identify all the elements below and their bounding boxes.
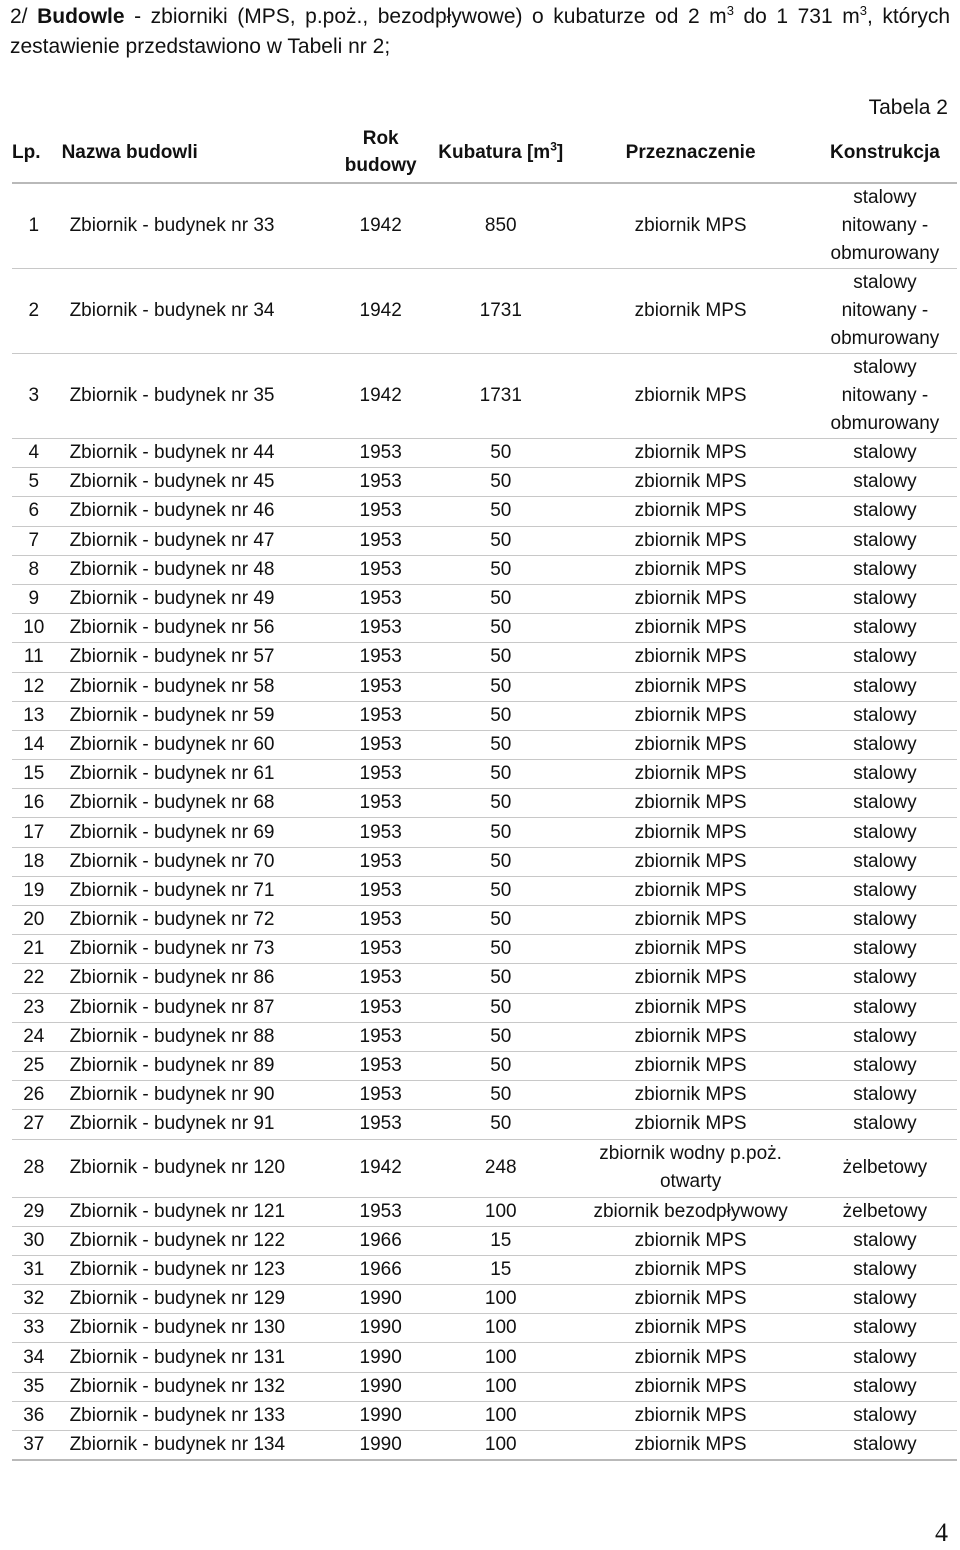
cell-construction: żelbetowy <box>813 1139 957 1197</box>
table-row <box>12 1372 957 1401</box>
cell-name: Zbiornik - budynek nr 133 <box>60 1401 329 1430</box>
cell-volume: 50 <box>433 906 568 935</box>
intro-sup-2: 3 <box>859 3 867 18</box>
cell-lp: 8 <box>12 555 60 584</box>
table-row <box>12 730 957 759</box>
cell-year: 1953 <box>328 760 433 789</box>
header-year: Rok budowy <box>328 122 433 183</box>
table-row <box>12 555 957 584</box>
cell-name: Zbiornik - budynek nr 34 <box>60 269 329 354</box>
table-row <box>12 269 957 354</box>
intro-sup-1: 3 <box>726 3 734 18</box>
cell-purpose: zbiornik MPS <box>568 993 812 1022</box>
cell-purpose: zbiornik MPS <box>568 354 812 439</box>
cell-year: 1966 <box>328 1226 433 1255</box>
cell-construction: stalowy <box>813 876 957 905</box>
cell-volume: 50 <box>433 730 568 759</box>
cell-lp: 16 <box>12 789 60 818</box>
cell-volume: 50 <box>433 526 568 555</box>
cell-name: Zbiornik - budynek nr 120 <box>60 1139 329 1197</box>
cell-construction: stalowy <box>813 701 957 730</box>
header-volume-label: Kubatura [m <box>438 141 551 163</box>
cell-construction: stalowy <box>813 672 957 701</box>
table-row <box>12 643 957 672</box>
cell-purpose: zbiornik MPS <box>568 1343 812 1372</box>
cell-name: Zbiornik - budynek nr 132 <box>60 1372 329 1401</box>
cell-lp: 12 <box>12 672 60 701</box>
cell-lp: 4 <box>12 439 60 468</box>
cell-purpose: zbiornik MPS <box>568 183 812 269</box>
cell-year: 1966 <box>328 1255 433 1284</box>
cell-construction: stalowy <box>813 935 957 964</box>
cell-construction: stalowy <box>813 1081 957 1110</box>
cell-construction: stalowy <box>813 1022 957 1051</box>
cell-name: Zbiornik - budynek nr 86 <box>60 964 329 993</box>
page-number: 4 <box>935 1518 948 1547</box>
cell-volume: 50 <box>433 935 568 964</box>
cell-construction: stalowy <box>813 1226 957 1255</box>
cell-lp: 26 <box>12 1081 60 1110</box>
cell-purpose: zbiornik MPS <box>568 760 812 789</box>
cell-lp: 34 <box>12 1343 60 1372</box>
cell-volume: 50 <box>433 1051 568 1080</box>
cell-construction: stalowy <box>813 1110 957 1139</box>
table-row <box>12 1139 957 1197</box>
cell-lp: 32 <box>12 1285 60 1314</box>
cell-lp: 1 <box>12 183 60 269</box>
cell-lp: 30 <box>12 1226 60 1255</box>
cell-construction: stalowy <box>813 1431 957 1461</box>
table-row <box>12 1431 957 1461</box>
table-row <box>12 1343 957 1372</box>
cell-year: 1953 <box>328 497 433 526</box>
cell-purpose: zbiornik MPS <box>568 1372 812 1401</box>
cell-construction: stalowy <box>813 439 957 468</box>
cell-construction: stalowy <box>813 993 957 1022</box>
cell-purpose: zbiornik MPS <box>568 876 812 905</box>
cell-year: 1953 <box>328 1051 433 1080</box>
cell-year: 1953 <box>328 701 433 730</box>
cell-purpose: zbiornik MPS <box>568 1110 812 1139</box>
cell-purpose: zbiornik MPS <box>568 1051 812 1080</box>
cell-volume: 100 <box>433 1314 568 1343</box>
table-body <box>12 183 957 1460</box>
cell-construction: stalowy <box>813 964 957 993</box>
cell-volume: 50 <box>433 1081 568 1110</box>
cell-purpose: zbiornik MPS <box>568 672 812 701</box>
cell-purpose: zbiornik MPS <box>568 789 812 818</box>
cell-lp: 15 <box>12 760 60 789</box>
cell-construction: stalowy <box>813 643 957 672</box>
cell-year: 1990 <box>328 1343 433 1372</box>
cell-year: 1953 <box>328 876 433 905</box>
cell-lp: 31 <box>12 1255 60 1284</box>
cell-year: 1990 <box>328 1372 433 1401</box>
cell-purpose: zbiornik bezodpływowy <box>568 1197 812 1226</box>
table-row <box>12 789 957 818</box>
cell-purpose: zbiornik MPS <box>568 439 812 468</box>
cell-purpose: zbiornik MPS <box>568 555 812 584</box>
cell-year: 1942 <box>328 1139 433 1197</box>
cell-name: Zbiornik - budynek nr 44 <box>60 439 329 468</box>
cell-lp: 24 <box>12 1022 60 1051</box>
cell-year: 1953 <box>328 1081 433 1110</box>
cell-year: 1953 <box>328 935 433 964</box>
cell-year: 1953 <box>328 818 433 847</box>
cell-construction: stalowy nitowany - obmurowany <box>813 183 957 269</box>
cell-purpose: zbiornik MPS <box>568 906 812 935</box>
tanks-table <box>12 122 957 1461</box>
cell-construction: stalowy <box>813 1285 957 1314</box>
cell-construction: stalowy <box>813 1051 957 1080</box>
cell-construction: stalowy nitowany - obmurowany <box>813 269 957 354</box>
cell-year: 1953 <box>328 789 433 818</box>
cell-construction: stalowy <box>813 1255 957 1284</box>
cell-volume: 50 <box>433 760 568 789</box>
intro-text-3: , których zestawienie przedstawiono w Tabeli nr 2; <box>10 5 951 58</box>
cell-volume: 50 <box>433 497 568 526</box>
cell-volume: 100 <box>433 1401 568 1430</box>
cell-lp: 2 <box>12 269 60 354</box>
cell-construction: stalowy <box>813 555 957 584</box>
cell-volume: 50 <box>433 672 568 701</box>
cell-volume: 15 <box>433 1226 568 1255</box>
table-row <box>12 1051 957 1080</box>
cell-year: 1953 <box>328 1110 433 1139</box>
cell-lp: 28 <box>12 1139 60 1197</box>
cell-year: 1990 <box>328 1314 433 1343</box>
cell-name: Zbiornik - budynek nr 73 <box>60 935 329 964</box>
table-row <box>12 1197 957 1226</box>
cell-name: Zbiornik - budynek nr 69 <box>60 818 329 847</box>
cell-volume: 50 <box>433 1022 568 1051</box>
table-row <box>12 964 957 993</box>
cell-year: 1953 <box>328 1022 433 1051</box>
table-caption: Tabela 2 <box>868 96 948 119</box>
table-header-row <box>12 122 957 183</box>
cell-lp: 3 <box>12 354 60 439</box>
cell-purpose: zbiornik MPS <box>568 701 812 730</box>
header-name: Nazwa budowli <box>60 122 329 183</box>
cell-volume: 15 <box>433 1255 568 1284</box>
cell-lp: 23 <box>12 993 60 1022</box>
table-row <box>12 993 957 1022</box>
cell-name: Zbiornik - budynek nr 123 <box>60 1255 329 1284</box>
cell-name: Zbiornik - budynek nr 131 <box>60 1343 329 1372</box>
cell-volume: 50 <box>433 584 568 613</box>
table-row <box>12 354 957 439</box>
cell-volume: 50 <box>433 964 568 993</box>
cell-construction: stalowy <box>813 468 957 497</box>
cell-lp: 19 <box>12 876 60 905</box>
table-row <box>12 1285 957 1314</box>
intro-paragraph <box>10 2 950 62</box>
cell-name: Zbiornik - budynek nr 60 <box>60 730 329 759</box>
cell-construction: żelbetowy <box>813 1197 957 1226</box>
intro-prefix: 2/ <box>10 5 28 28</box>
cell-name: Zbiornik - budynek nr 35 <box>60 354 329 439</box>
cell-volume: 100 <box>433 1343 568 1372</box>
header-lp: Lp. <box>12 122 60 183</box>
cell-volume: 100 <box>433 1285 568 1314</box>
cell-year: 1942 <box>328 183 433 269</box>
cell-lp: 18 <box>12 847 60 876</box>
cell-purpose: zbiornik MPS <box>568 1226 812 1255</box>
table-row <box>12 935 957 964</box>
cell-purpose: zbiornik MPS <box>568 847 812 876</box>
cell-volume: 50 <box>433 1110 568 1139</box>
cell-volume: 1731 <box>433 269 568 354</box>
cell-year: 1990 <box>328 1431 433 1461</box>
cell-lp: 33 <box>12 1314 60 1343</box>
cell-construction: stalowy <box>813 730 957 759</box>
cell-purpose: zbiornik MPS <box>568 269 812 354</box>
cell-lp: 10 <box>12 614 60 643</box>
cell-construction: stalowy <box>813 1314 957 1343</box>
cell-purpose: zbiornik MPS <box>568 1314 812 1343</box>
cell-construction: stalowy <box>813 1401 957 1430</box>
cell-lp: 9 <box>12 584 60 613</box>
cell-volume: 50 <box>433 818 568 847</box>
table-row <box>12 1110 957 1139</box>
cell-purpose: zbiornik MPS <box>568 730 812 759</box>
cell-name: Zbiornik - budynek nr 33 <box>60 183 329 269</box>
cell-construction: stalowy <box>813 526 957 555</box>
cell-volume: 100 <box>433 1431 568 1461</box>
table-row <box>12 1314 957 1343</box>
cell-volume: 50 <box>433 614 568 643</box>
intro-text-2: do 1 731 m <box>733 5 860 28</box>
cell-year: 1953 <box>328 993 433 1022</box>
cell-name: Zbiornik - budynek nr 72 <box>60 906 329 935</box>
cell-year: 1953 <box>328 526 433 555</box>
cell-lp: 7 <box>12 526 60 555</box>
table-row <box>12 906 957 935</box>
cell-volume: 50 <box>433 555 568 584</box>
header-volume-sup: 3 <box>550 139 557 154</box>
intro-text-1: - zbiorniki (MPS, p.poż., bezodpływowe) o kubaturze od 2 m <box>134 5 727 28</box>
cell-volume: 248 <box>433 1139 568 1197</box>
cell-purpose: zbiornik MPS <box>568 964 812 993</box>
cell-name: Zbiornik - budynek nr 61 <box>60 760 329 789</box>
cell-name: Zbiornik - budynek nr 56 <box>60 614 329 643</box>
cell-construction: stalowy <box>813 1372 957 1401</box>
cell-name: Zbiornik - budynek nr 68 <box>60 789 329 818</box>
cell-construction: stalowy <box>813 789 957 818</box>
cell-year: 1942 <box>328 354 433 439</box>
cell-name: Zbiornik - budynek nr 45 <box>60 468 329 497</box>
cell-purpose: zbiornik MPS <box>568 643 812 672</box>
cell-volume: 50 <box>433 847 568 876</box>
cell-year: 1953 <box>328 643 433 672</box>
table-row <box>12 468 957 497</box>
header-volume <box>433 122 568 183</box>
cell-purpose: zbiornik MPS <box>568 935 812 964</box>
cell-construction: stalowy <box>813 906 957 935</box>
cell-name: Zbiornik - budynek nr 89 <box>60 1051 329 1080</box>
cell-volume: 100 <box>433 1197 568 1226</box>
cell-purpose: zbiornik MPS <box>568 468 812 497</box>
cell-year: 1953 <box>328 584 433 613</box>
table-row <box>12 183 957 269</box>
cell-year: 1953 <box>328 906 433 935</box>
cell-lp: 17 <box>12 818 60 847</box>
cell-name: Zbiornik - budynek nr 91 <box>60 1110 329 1139</box>
cell-year: 1953 <box>328 614 433 643</box>
cell-construction: stalowy <box>813 614 957 643</box>
cell-name: Zbiornik - budynek nr 49 <box>60 584 329 613</box>
cell-lp: 21 <box>12 935 60 964</box>
cell-volume: 1731 <box>433 354 568 439</box>
cell-name: Zbiornik - budynek nr 70 <box>60 847 329 876</box>
table-row <box>12 701 957 730</box>
cell-volume: 50 <box>433 439 568 468</box>
table-row <box>12 818 957 847</box>
cell-name: Zbiornik - budynek nr 57 <box>60 643 329 672</box>
cell-year: 1953 <box>328 672 433 701</box>
cell-name: Zbiornik - budynek nr 130 <box>60 1314 329 1343</box>
table-row <box>12 847 957 876</box>
table-row <box>12 1255 957 1284</box>
cell-lp: 29 <box>12 1197 60 1226</box>
table-row <box>12 1401 957 1430</box>
cell-construction: stalowy <box>813 847 957 876</box>
cell-name: Zbiornik - budynek nr 134 <box>60 1431 329 1461</box>
cell-name: Zbiornik - budynek nr 71 <box>60 876 329 905</box>
header-volume-end: ] <box>556 141 564 163</box>
cell-purpose: zbiornik MPS <box>568 818 812 847</box>
cell-purpose: zbiornik MPS <box>568 1255 812 1284</box>
cell-lp: 6 <box>12 497 60 526</box>
cell-volume: 50 <box>433 876 568 905</box>
cell-lp: 36 <box>12 1401 60 1430</box>
cell-name: Zbiornik - budynek nr 46 <box>60 497 329 526</box>
table-row <box>12 497 957 526</box>
cell-lp: 35 <box>12 1372 60 1401</box>
cell-volume: 50 <box>433 789 568 818</box>
table-row <box>12 1081 957 1110</box>
table-row <box>12 672 957 701</box>
cell-construction: stalowy <box>813 818 957 847</box>
cell-year: 1942 <box>328 269 433 354</box>
cell-lp: 13 <box>12 701 60 730</box>
cell-purpose: zbiornik MPS <box>568 526 812 555</box>
cell-name: Zbiornik - budynek nr 129 <box>60 1285 329 1314</box>
cell-name: Zbiornik - budynek nr 122 <box>60 1226 329 1255</box>
cell-year: 1953 <box>328 468 433 497</box>
cell-volume: 50 <box>433 993 568 1022</box>
header-purpose: Przeznaczenie <box>568 122 812 183</box>
cell-purpose: zbiornik MPS <box>568 584 812 613</box>
cell-construction: stalowy nitowany - obmurowany <box>813 354 957 439</box>
cell-year: 1990 <box>328 1401 433 1430</box>
cell-purpose: zbiornik MPS <box>568 497 812 526</box>
cell-lp: 20 <box>12 906 60 935</box>
cell-name: Zbiornik - budynek nr 90 <box>60 1081 329 1110</box>
table-row <box>12 614 957 643</box>
cell-year: 1953 <box>328 964 433 993</box>
cell-name: Zbiornik - budynek nr 48 <box>60 555 329 584</box>
table-row <box>12 1022 957 1051</box>
cell-name: Zbiornik - budynek nr 88 <box>60 1022 329 1051</box>
cell-year: 1953 <box>328 555 433 584</box>
cell-year: 1990 <box>328 1285 433 1314</box>
cell-year: 1953 <box>328 439 433 468</box>
cell-construction: stalowy <box>813 497 957 526</box>
cell-lp: 5 <box>12 468 60 497</box>
cell-lp: 25 <box>12 1051 60 1080</box>
table-row <box>12 876 957 905</box>
cell-name: Zbiornik - budynek nr 58 <box>60 672 329 701</box>
cell-name: Zbiornik - budynek nr 59 <box>60 701 329 730</box>
header-construction: Konstrukcja <box>813 122 957 183</box>
cell-volume: 50 <box>433 643 568 672</box>
cell-year: 1953 <box>328 730 433 759</box>
cell-purpose: zbiornik MPS <box>568 614 812 643</box>
cell-volume: 50 <box>433 701 568 730</box>
table-row <box>12 526 957 555</box>
cell-construction: stalowy <box>813 584 957 613</box>
cell-year: 1953 <box>328 1197 433 1226</box>
table-row <box>12 1226 957 1255</box>
cell-lp: 22 <box>12 964 60 993</box>
cell-purpose: zbiornik MPS <box>568 1285 812 1314</box>
cell-purpose: zbiornik MPS <box>568 1401 812 1430</box>
cell-construction: stalowy <box>813 1343 957 1372</box>
cell-lp: 27 <box>12 1110 60 1139</box>
cell-name: Zbiornik - budynek nr 121 <box>60 1197 329 1226</box>
table-row <box>12 584 957 613</box>
cell-purpose: zbiornik MPS <box>568 1022 812 1051</box>
cell-lp: 14 <box>12 730 60 759</box>
cell-lp: 37 <box>12 1431 60 1461</box>
cell-purpose: zbiornik MPS <box>568 1431 812 1461</box>
cell-lp: 11 <box>12 643 60 672</box>
cell-name: Zbiornik - budynek nr 47 <box>60 526 329 555</box>
cell-year: 1953 <box>328 847 433 876</box>
cell-purpose: zbiornik wodny p.poż. otwarty <box>568 1139 812 1197</box>
cell-volume: 100 <box>433 1372 568 1401</box>
cell-volume: 50 <box>433 468 568 497</box>
intro-bold-term: Budowle <box>37 5 125 28</box>
cell-purpose: zbiornik MPS <box>568 1081 812 1110</box>
table-row <box>12 760 957 789</box>
cell-name: Zbiornik - budynek nr 87 <box>60 993 329 1022</box>
table-row <box>12 439 957 468</box>
cell-construction: stalowy <box>813 760 957 789</box>
cell-volume: 850 <box>433 183 568 269</box>
